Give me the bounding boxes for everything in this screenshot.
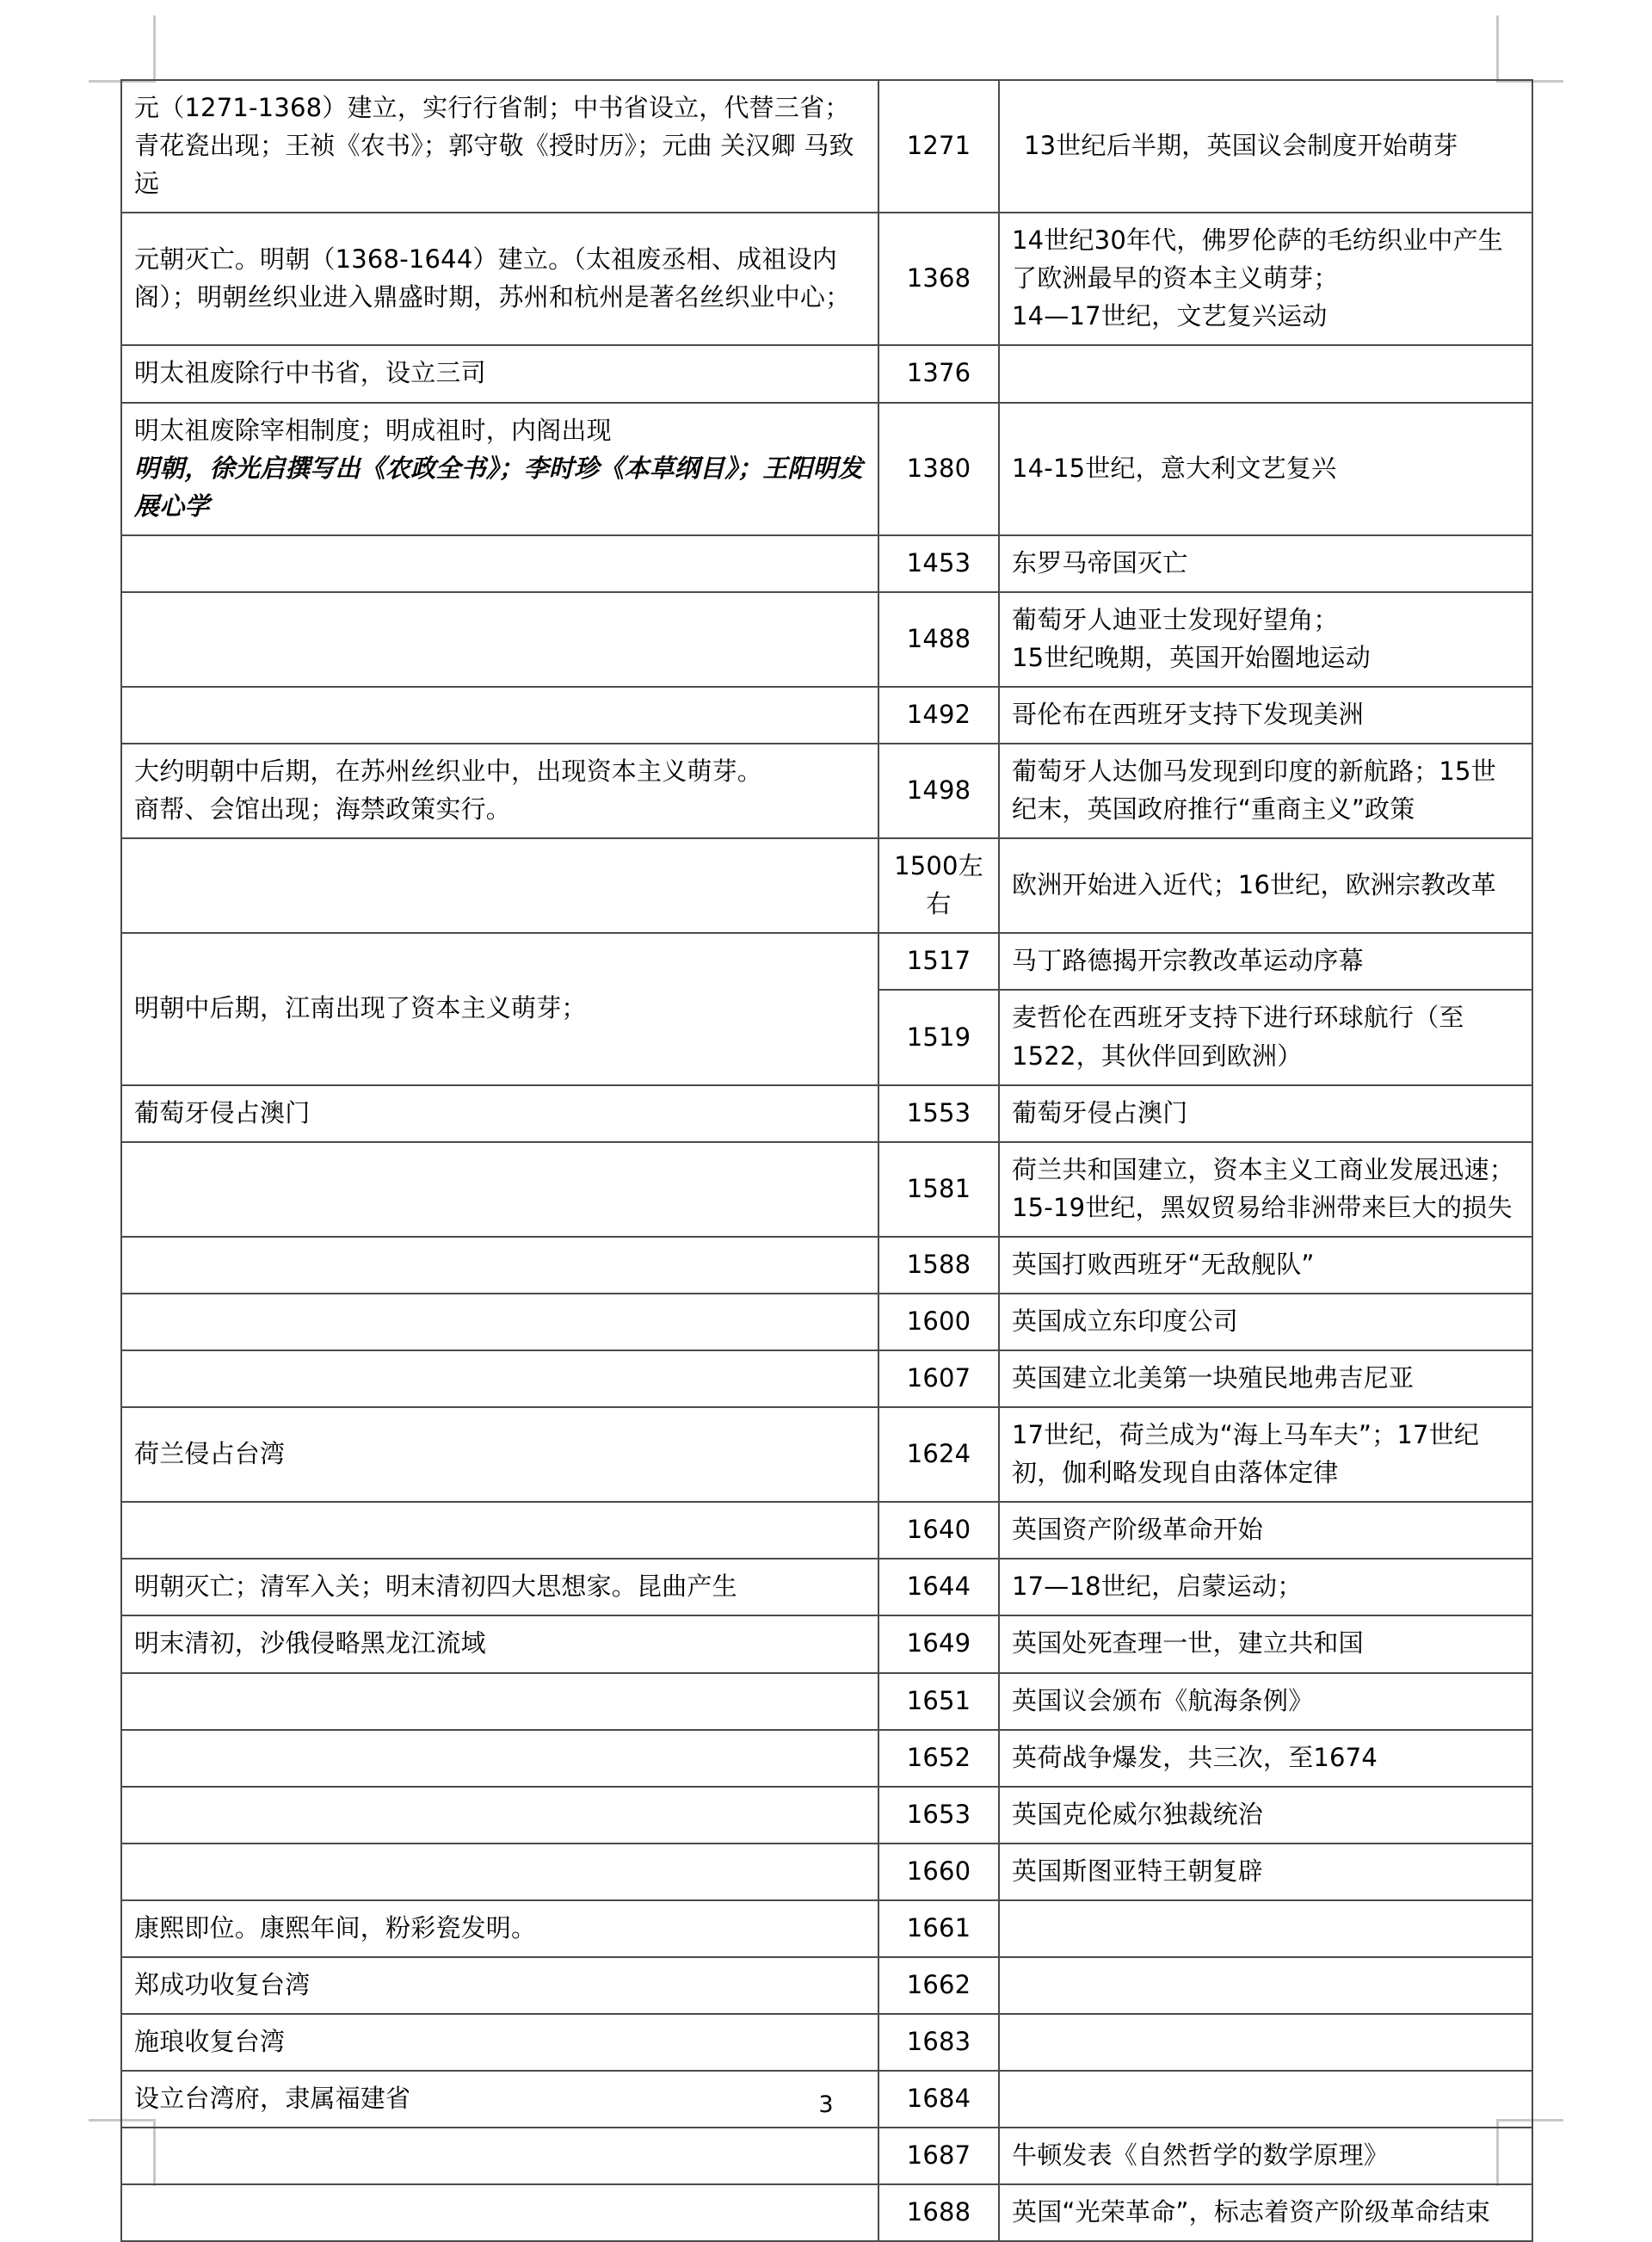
table-row	[121, 1237, 1532, 1294]
table-row	[121, 744, 1532, 838]
cell-line: 英国“光荣革命”，标志着资产阶级革命结束	[1012, 2197, 1491, 2227]
cell-world-events	[999, 213, 1532, 345]
cell-line: 明朝灭亡；清军入关；明末清初四大思想家。昆曲产生	[134, 1572, 737, 1602]
table-row	[121, 1900, 1532, 1957]
cell-line: 17世纪，荷兰成为“海上马车夫”；17世纪初，伽利略发现自由落体定律	[1012, 1420, 1480, 1488]
table-row	[121, 1142, 1532, 1237]
cell-line: 17—18世纪，启蒙运动；	[1012, 1572, 1303, 1602]
table-row	[121, 2014, 1532, 2071]
cell-china-events	[121, 2128, 878, 2184]
cell-china-events	[121, 1350, 878, 1407]
cell-line: 荷兰共和国建立，资本主义工商业发展迅速；15-19世纪，黑奴贸易给非洲带来巨大的损失	[1012, 1154, 1515, 1222]
table-row	[121, 403, 1532, 535]
cell-china-events	[121, 2184, 878, 2241]
cell-line-emphasis: 明朝，徐光启撰写出《农政全书》；李时珍《本草纲目》；王阳明发展心学	[134, 453, 864, 521]
cell-china-events	[121, 1730, 878, 1787]
cell-line: 元（1271-1368）建立，实行行省制；中书省设立，代替三省；青花瓷出现；王祯《农书》；郭守敬《授时历》；元曲 关汉卿 马致远	[134, 93, 854, 199]
cell-year: 1683	[878, 2014, 999, 2071]
table-body	[121, 80, 1532, 2241]
cell-year: 1660	[878, 1844, 999, 1900]
cell-china-events	[121, 345, 878, 402]
cell-world-events	[999, 1502, 1532, 1559]
cell-world-events	[999, 592, 1532, 687]
cell-world-events	[999, 1787, 1532, 1844]
cell-year: 1488	[878, 592, 999, 687]
cell-china-events	[121, 744, 878, 838]
cell-year: 1581	[878, 1142, 999, 1237]
table-row	[121, 345, 1532, 402]
table-row	[121, 2184, 1532, 2241]
cell-year: 1600	[878, 1294, 999, 1350]
cell-china-events	[121, 1502, 878, 1559]
cell-line: 明太祖废除宰相制度；明成祖时，内阁出现	[134, 415, 612, 445]
table-row	[121, 80, 1532, 213]
cell-world-events	[999, 1730, 1532, 1787]
cell-line: 14-15世纪，意大利文艺复兴	[1012, 453, 1337, 483]
cell-china-events	[121, 80, 878, 213]
cell-china-events	[121, 1294, 878, 1350]
cell-year: 1517	[878, 933, 999, 990]
cell-year: 1380	[878, 403, 999, 535]
cell-year: 1368	[878, 213, 999, 345]
cell-china-events	[121, 933, 878, 1084]
cell-year: 1640	[878, 1502, 999, 1559]
cell-china-events	[121, 1615, 878, 1672]
table-row	[121, 1085, 1532, 1142]
cell-world-events	[999, 535, 1532, 592]
cell-line: 葡萄牙侵占澳门	[134, 1097, 311, 1127]
table-row	[121, 838, 1532, 933]
cell-world-events	[999, 2184, 1532, 2241]
cell-world-events	[999, 1559, 1532, 1615]
cell-year: 1376	[878, 345, 999, 402]
cell-world-events	[999, 1237, 1532, 1294]
cell-year: 1607	[878, 1350, 999, 1407]
cell-world-events	[999, 838, 1532, 933]
chronology-table	[120, 79, 1533, 2242]
cell-world-events	[999, 2128, 1532, 2184]
cell-year: 1688	[878, 2184, 999, 2241]
table-row	[121, 1730, 1532, 1787]
cell-line: 设立台湾府，隶属福建省	[134, 2084, 411, 2114]
cell-year: 1651	[878, 1673, 999, 1730]
table-row	[121, 535, 1532, 592]
cell-world-events	[999, 1407, 1532, 1502]
cell-line: 英国处死查理一世，建立共和国	[1012, 1628, 1364, 1658]
cell-year: 1644	[878, 1559, 999, 1615]
cell-china-events	[121, 1957, 878, 2014]
cell-line: 葡萄牙侵占澳门	[1012, 1097, 1188, 1127]
cell-year: 1652	[878, 1730, 999, 1787]
table-row	[121, 1502, 1532, 1559]
cell-china-events	[121, 1142, 878, 1237]
cell-line: 明朝中后期，江南出现了资本主义萌芽；	[134, 993, 587, 1023]
cell-year: 1649	[878, 1615, 999, 1672]
cell-world-events	[999, 1900, 1532, 1957]
cell-line: 英国成立东印度公司	[1012, 1306, 1238, 1336]
cell-line: 欧洲开始进入近代；16世纪，欧洲宗教改革	[1012, 870, 1496, 900]
cell-year: 1662	[878, 1957, 999, 2014]
cell-china-events	[121, 1559, 878, 1615]
cell-world-events	[999, 1615, 1532, 1672]
cell-world-events	[999, 1085, 1532, 1142]
cell-year: 1500左右	[878, 838, 999, 933]
page-content	[120, 79, 1532, 2242]
cell-line: 英国建立北美第一块殖民地弗吉尼亚	[1012, 1363, 1415, 1393]
cell-world-events	[999, 1673, 1532, 1730]
cell-line: 葡萄牙人迪亚士发现好望角；	[1012, 604, 1339, 634]
cell-line: 施琅收复台湾	[134, 2026, 286, 2056]
cell-china-events	[121, 838, 878, 933]
cell-china-events	[121, 2014, 878, 2071]
cell-world-events	[999, 403, 1532, 535]
cell-year: 1553	[878, 1085, 999, 1142]
cell-world-events	[999, 687, 1532, 744]
table-row	[121, 1787, 1532, 1844]
cell-china-events	[121, 403, 878, 535]
cell-year: 1271	[878, 80, 999, 213]
cell-china-events	[121, 687, 878, 744]
cell-china-events	[121, 1085, 878, 1142]
cell-line: 康熙即位。康熙年间，粉彩瓷发明。	[134, 1912, 537, 1942]
cell-china-events	[121, 1900, 878, 1957]
cell-line: 14—17世纪，文艺复兴运动	[1012, 301, 1328, 331]
cell-line: 商帮、会馆出现；海禁政策实行。	[134, 794, 512, 825]
cell-line: 牛顿发表《自然哲学的数学原理》	[1012, 2140, 1390, 2171]
cell-line: 明太祖废除行中书省，设立三司	[134, 358, 486, 388]
table-row	[121, 1673, 1532, 1730]
cell-line: 马丁路德揭开宗教改革运动序幕	[1012, 946, 1364, 976]
cell-line: 元朝灭亡。明朝（1368-1644）建立。（太祖废丞相、成祖设内阁）；明朝丝织业进入鼎盛时期，苏州和杭州是著名丝织业中心；	[134, 244, 851, 312]
cell-world-events	[999, 2014, 1532, 2071]
cell-world-events	[999, 744, 1532, 838]
cell-world-events	[999, 990, 1532, 1084]
table-row	[121, 592, 1532, 687]
cell-line: 13世纪后半期，英国议会制度开始萌芽	[1024, 131, 1458, 161]
cell-line: 哥伦布在西班牙支持下发现美洲	[1012, 700, 1364, 730]
cell-world-events	[999, 80, 1532, 213]
cell-year: 1687	[878, 2128, 999, 2184]
cell-world-events	[999, 1294, 1532, 1350]
cell-line: 英国资产阶级革命开始	[1012, 1515, 1264, 1545]
cell-world-events	[999, 1142, 1532, 1237]
table-row	[121, 1294, 1532, 1350]
table-row	[121, 2128, 1532, 2184]
cell-year: 1492	[878, 687, 999, 744]
cell-year: 1498	[878, 744, 999, 838]
cell-line: 东罗马帝国灭亡	[1012, 547, 1188, 577]
cell-line: 荷兰侵占台湾	[134, 1439, 286, 1469]
table-row	[121, 1407, 1532, 1502]
cell-year: 1684	[878, 2071, 999, 2128]
cell-year: 1661	[878, 1900, 999, 1957]
page-footer	[0, 2091, 1652, 2118]
cell-line: 葡萄牙人达伽马发现到印度的新航路；15世纪末，英国政府推行“重商主义”政策	[1012, 757, 1496, 825]
cell-line: 14世纪30年代，佛罗伦萨的毛纺织业中产生了欧洲最早的资本主义萌芽；	[1012, 225, 1504, 293]
cell-world-events	[999, 933, 1532, 990]
cell-line: 郑成功收复台湾	[134, 1969, 311, 1999]
cell-year: 1519	[878, 990, 999, 1084]
cell-line: 大约明朝中后期，在苏州丝织业中，出现资本主义萌芽。	[134, 757, 763, 787]
table-row	[121, 933, 1532, 990]
table-row	[121, 213, 1532, 345]
cell-line: 英荷战争爆发，共三次，至1674	[1012, 1742, 1378, 1772]
cell-line: 麦哲伦在西班牙支持下进行环球航行（至1522，其伙伴回到欧洲）	[1012, 1003, 1464, 1071]
cell-china-events	[121, 1787, 878, 1844]
cell-world-events	[999, 1350, 1532, 1407]
table-row	[121, 1957, 1532, 2014]
table-row	[121, 687, 1532, 744]
cell-line: 英国斯图亚特王朝复辟	[1012, 1856, 1264, 1886]
cell-world-events	[999, 1957, 1532, 2014]
cell-china-events	[121, 1407, 878, 1502]
cell-world-events	[999, 345, 1532, 402]
cell-china-events	[121, 592, 878, 687]
page-number: 3	[818, 2091, 834, 2118]
cell-year: 1653	[878, 1787, 999, 1844]
table-row	[121, 1844, 1532, 1900]
cell-year: 1453	[878, 535, 999, 592]
cell-china-events	[121, 1673, 878, 1730]
cell-line: 英国议会颁布《航海条例》	[1012, 1685, 1314, 1715]
cell-china-events	[121, 535, 878, 592]
cell-china-events	[121, 213, 878, 345]
table-row	[121, 1350, 1532, 1407]
cell-china-events	[121, 1844, 878, 1900]
cell-line: 英国打败西班牙“无敌舰队”	[1012, 1249, 1315, 1279]
cell-line: 明末清初，沙俄侵略黑龙江流域	[134, 1628, 486, 1658]
cell-line: 英国克伦威尔独裁统治	[1012, 1799, 1264, 1829]
table-row	[121, 1615, 1532, 1672]
cell-china-events	[121, 1237, 878, 1294]
cell-line: 15世纪晚期，英国开始圈地运动	[1012, 642, 1371, 672]
cell-year: 1588	[878, 1237, 999, 1294]
table-row	[121, 1559, 1532, 1615]
cell-year: 1624	[878, 1407, 999, 1502]
cell-world-events	[999, 1844, 1532, 1900]
